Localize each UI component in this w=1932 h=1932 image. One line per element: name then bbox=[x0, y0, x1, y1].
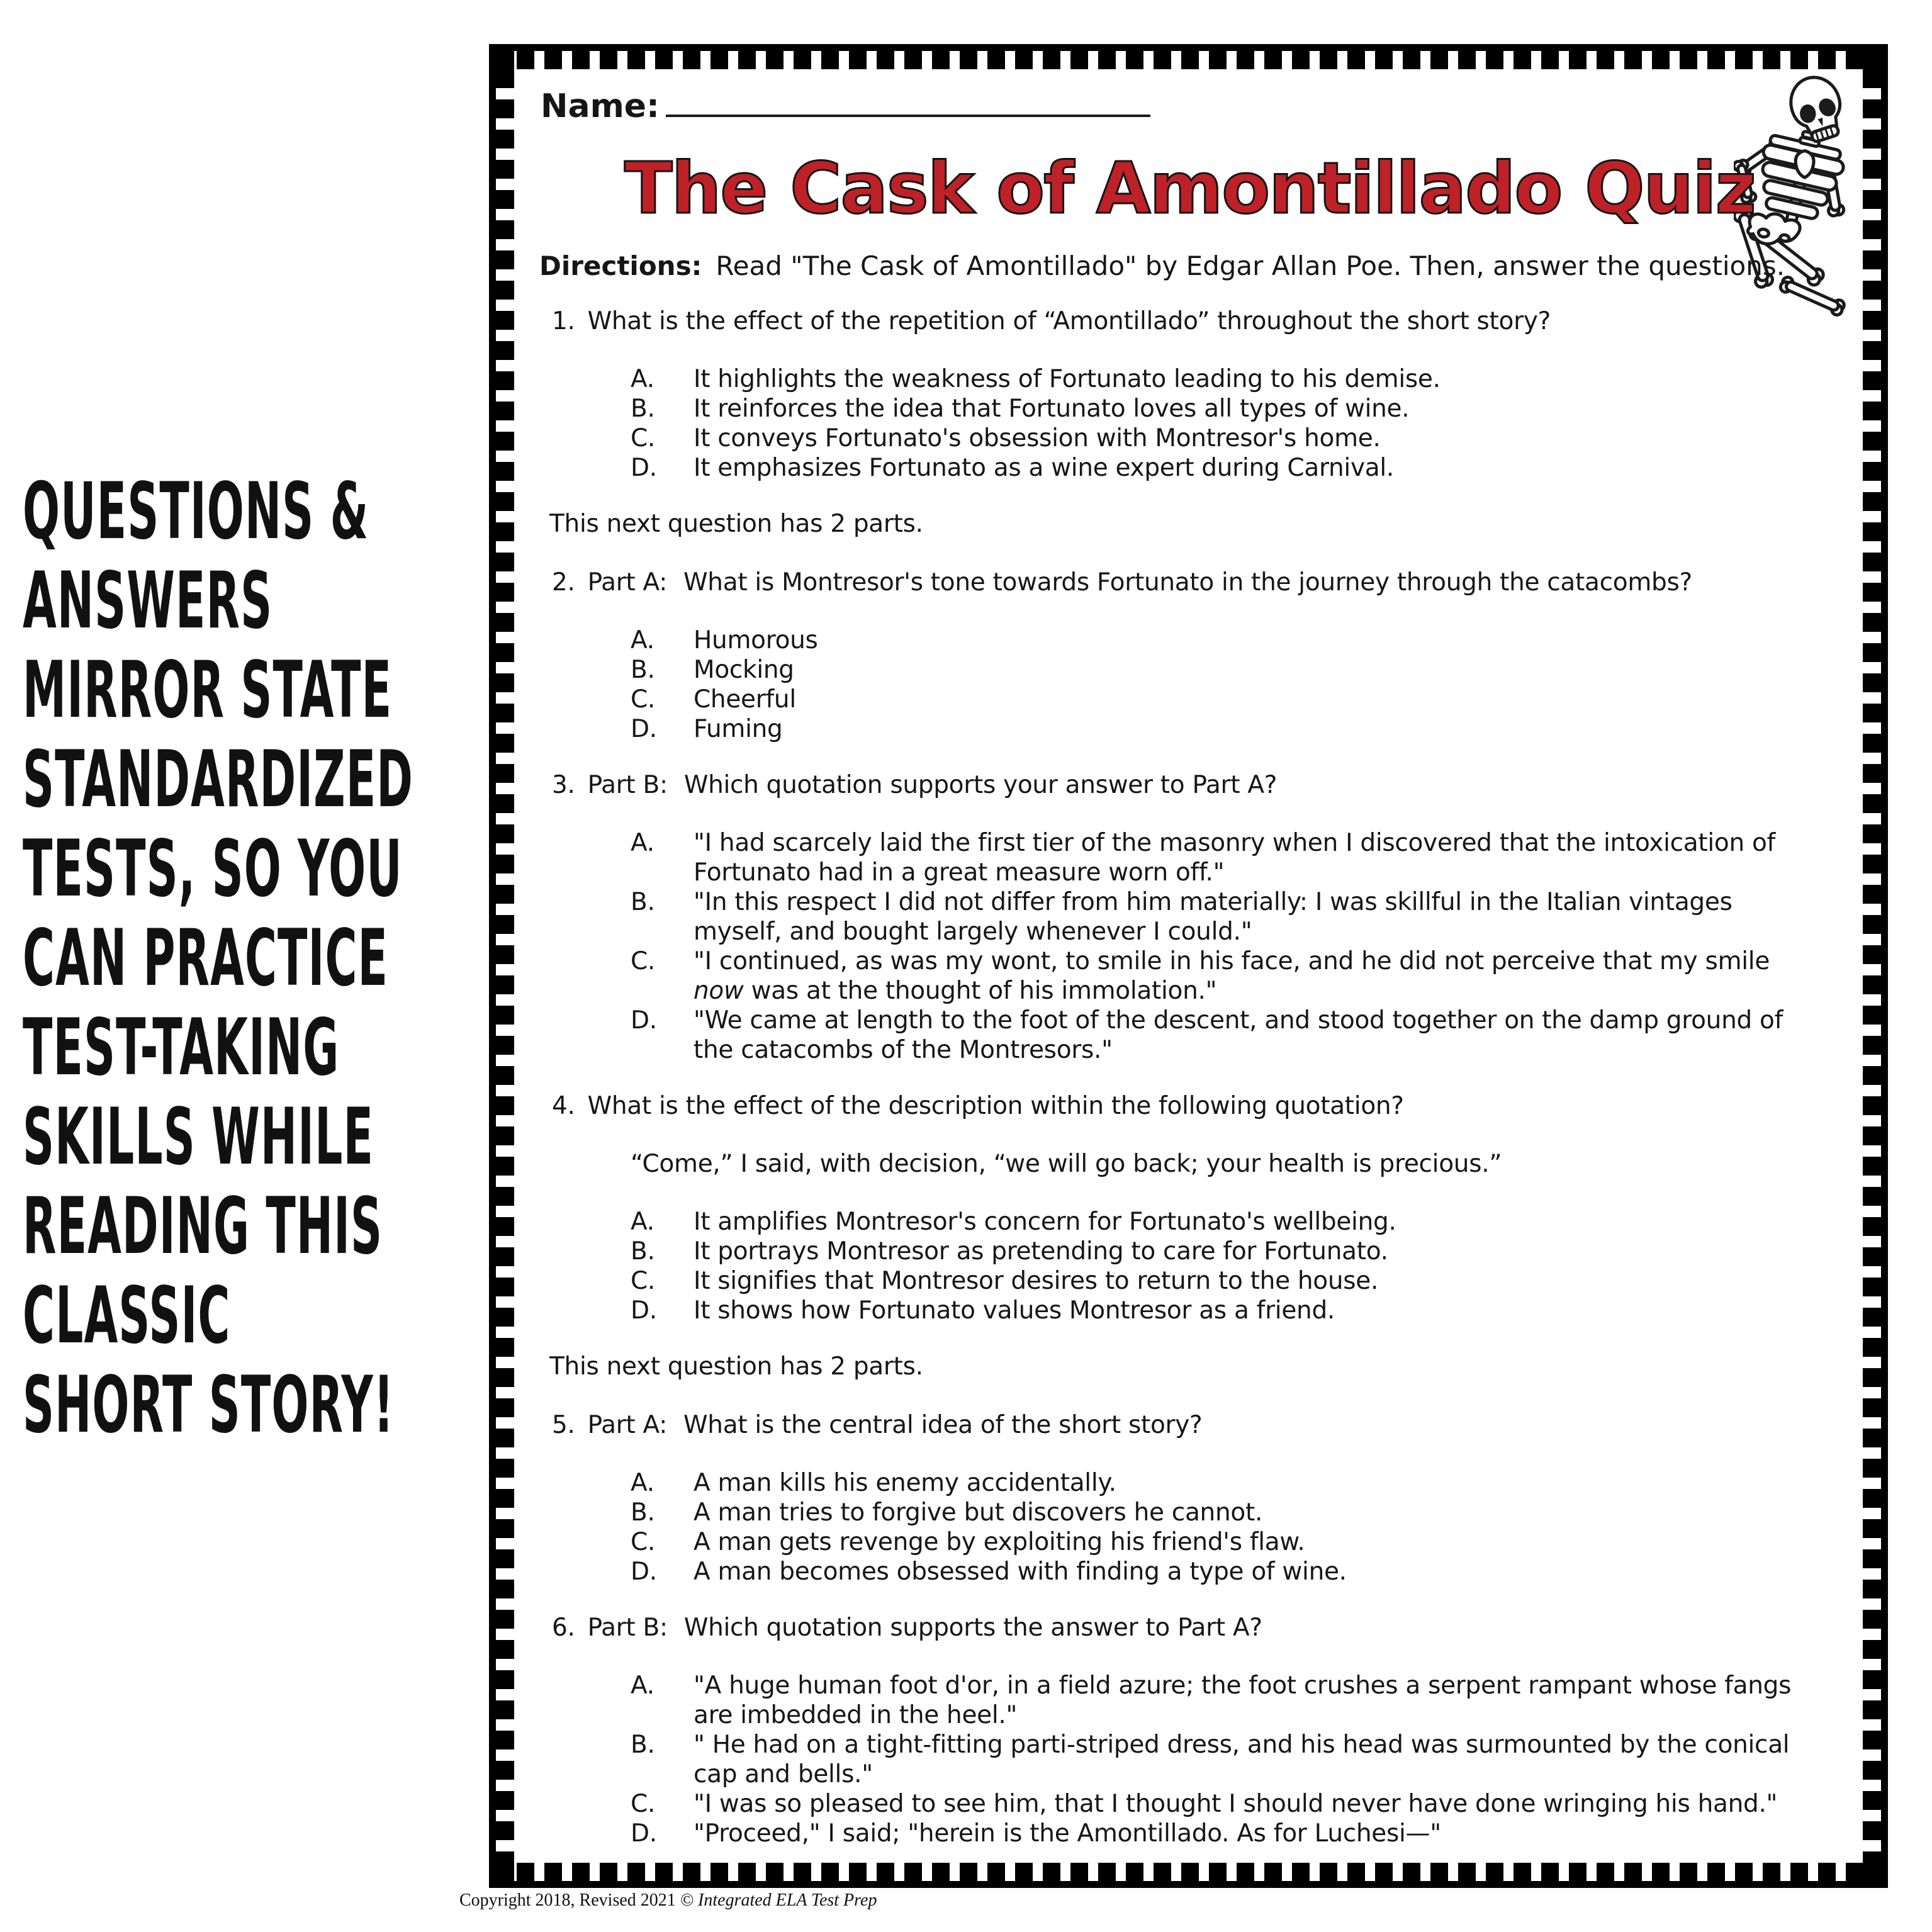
option-list bbox=[539, 1671, 1840, 1848]
question-part-label: Part A: bbox=[587, 1411, 668, 1439]
marketing-blurb-line: SKILLS WHILE bbox=[23, 1092, 374, 1182]
option-list bbox=[539, 1468, 1840, 1587]
marketing-blurb-line: TESTS, SO YOU bbox=[23, 824, 403, 914]
question-text: What is the effect of the description within the following quotation? bbox=[587, 1092, 1404, 1120]
two-part-note: This next question has 2 parts. bbox=[549, 510, 923, 538]
option-letter: C. bbox=[631, 1267, 656, 1295]
border-corner bbox=[1863, 44, 1888, 69]
option-text: It signifies that Montresor desires to return to the house. bbox=[694, 1267, 1379, 1295]
option-letter: A. bbox=[631, 829, 654, 857]
name-row bbox=[541, 82, 1840, 127]
option-text: "I continued, as was my wont, to smile in his face, and he did not perceive that my smile now was at the thought of his immolation." bbox=[694, 947, 1770, 1005]
option-row bbox=[631, 1237, 1840, 1266]
option-text: " He had on a tight-fitting parti-striped dress, and his head was surmounted by the conical cap and bells." bbox=[694, 1731, 1790, 1789]
option-text: "A huge human foot d'or, in a field azure; the foot crushes a serpent rampant whose fangs are imbedded in the heel." bbox=[694, 1671, 1792, 1729]
option-text: "We came at length to the foot of the descent, and stood together on the damp ground of the catacombs of the Montresors." bbox=[694, 1006, 1783, 1064]
option-text: It conveys Fortunato's obsession with Montresor's home. bbox=[694, 424, 1381, 452]
question-part-label: Part B: bbox=[587, 771, 668, 799]
question-quote: “Come,” I said, with decision, “we will go back; your health is precious.” bbox=[631, 1150, 1502, 1178]
copyright bbox=[459, 1890, 877, 1911]
directions-text: Read "The Cask of Amontillado" by Edgar Allan Poe. Then, answer the questions. bbox=[716, 250, 1785, 281]
checkered-border-left bbox=[489, 69, 514, 1863]
option-text: "I was so pleased to see him, that I thought I should never have done wringing his hand." bbox=[694, 1790, 1778, 1818]
option-row bbox=[631, 424, 1840, 453]
question-text: What is Montresor's tone towards Fortunato in the journey through the catacombs? bbox=[683, 568, 1692, 597]
option-row bbox=[631, 1296, 1840, 1325]
marketing-blurb-line: CLASSIC bbox=[23, 1271, 231, 1361]
question-text: Which quotation supports the answer to Part A? bbox=[683, 1614, 1262, 1642]
question-item bbox=[539, 306, 1840, 483]
option-row bbox=[631, 1819, 1840, 1848]
question-item bbox=[539, 568, 1840, 744]
question-part-label: Part A: bbox=[587, 568, 668, 597]
option-row bbox=[631, 1207, 1840, 1237]
checkered-border-top bbox=[489, 44, 1888, 69]
option-list bbox=[539, 1207, 1840, 1325]
option-text: "In this respect I did not differ from him materially: I was skillful in the Italian vintages myself, and bought largely whenever I could." bbox=[694, 888, 1733, 946]
title-row bbox=[539, 137, 1840, 241]
option-list bbox=[539, 828, 1840, 1065]
marketing-blurb-line: MIRROR STATE bbox=[23, 645, 393, 736]
question-prompt bbox=[552, 1410, 1840, 1441]
option-letter: B. bbox=[631, 1498, 655, 1527]
option-text: Mocking bbox=[694, 656, 794, 684]
option-row bbox=[631, 1006, 1840, 1065]
question-item bbox=[539, 1410, 1840, 1587]
option-row bbox=[631, 453, 1840, 483]
option-letter: B. bbox=[631, 656, 655, 684]
option-letter: D. bbox=[631, 1819, 657, 1848]
question-number: 3. bbox=[552, 771, 575, 799]
option-text: It shows how Fortunato values Montresor as a friend. bbox=[694, 1296, 1335, 1325]
option-letter: A. bbox=[631, 626, 654, 654]
option-letter: C. bbox=[631, 1790, 656, 1818]
marketing-blurb-line: STANDARDIZED bbox=[23, 734, 414, 825]
question-text: What is the central idea of the short story? bbox=[683, 1411, 1203, 1439]
option-row bbox=[631, 1671, 1840, 1730]
option-row bbox=[631, 714, 1840, 744]
option-letter: B. bbox=[631, 395, 655, 423]
marketing-blurb bbox=[23, 467, 446, 1450]
option-row bbox=[631, 828, 1840, 887]
question-number: 1. bbox=[552, 307, 575, 335]
question-number: 2. bbox=[552, 568, 575, 597]
two-part-note: This next question has 2 parts. bbox=[549, 1352, 923, 1381]
marketing-blurb-line: READING THIS bbox=[23, 1181, 383, 1272]
option-row bbox=[631, 1557, 1840, 1587]
name-blank-line bbox=[666, 82, 1150, 117]
option-letter: D. bbox=[631, 715, 657, 743]
option-row bbox=[631, 685, 1840, 714]
question-item bbox=[539, 770, 1840, 1065]
question-number: 5. bbox=[552, 1411, 575, 1439]
option-text: A man gets revenge by exploiting his friend's flaw. bbox=[694, 1528, 1305, 1556]
option-list bbox=[539, 626, 1840, 744]
question-text: What is the effect of the repetition of “Amontillado” throughout the short story? bbox=[587, 307, 1551, 335]
option-row bbox=[631, 1468, 1840, 1498]
question-number: 6. bbox=[552, 1614, 575, 1642]
option-text: It emphasizes Fortunato as a wine expert during Carnival. bbox=[694, 454, 1394, 482]
option-row bbox=[631, 1789, 1840, 1819]
option-letter: D. bbox=[631, 1296, 657, 1325]
question-text: Which quotation supports your answer to Part A? bbox=[683, 771, 1278, 799]
option-letter: A. bbox=[631, 1469, 654, 1497]
border-corner bbox=[489, 1863, 514, 1888]
option-letter: C. bbox=[631, 685, 656, 714]
marketing-blurb-line: SHORT STORY! bbox=[23, 1360, 395, 1451]
question-number: 4. bbox=[552, 1092, 575, 1120]
border-corner bbox=[1863, 1863, 1888, 1888]
option-row bbox=[631, 364, 1840, 394]
question-part-label: Part B: bbox=[587, 1614, 668, 1642]
question-item bbox=[539, 1091, 1840, 1325]
question-prompt bbox=[552, 770, 1840, 800]
option-text: A man tries to forgive but discovers he cannot. bbox=[694, 1498, 1263, 1527]
option-letter: C. bbox=[631, 947, 656, 975]
marketing-blurb-line: ANSWERS bbox=[23, 556, 273, 646]
option-letter: B. bbox=[631, 1237, 655, 1266]
question-list bbox=[539, 306, 1840, 1848]
marketing-blurb-line: TEST-TAKING bbox=[23, 1003, 340, 1093]
checkered-border-bottom bbox=[489, 1863, 1888, 1888]
option-letter: A. bbox=[631, 365, 654, 393]
option-text: A man kills his enemy accidentally. bbox=[694, 1469, 1116, 1497]
option-row bbox=[631, 1730, 1840, 1789]
option-text: It reinforces the idea that Fortunato loves all types of wine. bbox=[694, 395, 1410, 423]
option-row bbox=[631, 1266, 1840, 1296]
option-text: Fuming bbox=[694, 715, 783, 743]
option-text: "Proceed," I said; "herein is the Amontillado. As for Luchesi—" bbox=[694, 1819, 1441, 1848]
copyright-brand: © Integrated ELA Test Prep bbox=[680, 1890, 877, 1910]
directions bbox=[539, 250, 1840, 283]
option-text: Humorous bbox=[694, 626, 818, 654]
checkered-border-right bbox=[1863, 69, 1888, 1863]
option-letter: A. bbox=[631, 1208, 654, 1236]
border-corner bbox=[489, 44, 514, 69]
marketing-blurb-line: CAN PRACTICE bbox=[23, 913, 389, 1004]
marketing-blurb-line: QUESTIONS & bbox=[23, 466, 369, 557]
option-letter: B. bbox=[631, 888, 655, 916]
question-item bbox=[539, 1613, 1840, 1848]
worksheet-page bbox=[489, 44, 1888, 1888]
question-prompt bbox=[552, 1613, 1840, 1643]
option-letter: A. bbox=[631, 1671, 654, 1700]
option-letter: C. bbox=[631, 1528, 656, 1556]
option-letter: D. bbox=[631, 454, 657, 482]
option-text: It amplifies Montresor's concern for Fortunato's wellbeing. bbox=[694, 1208, 1396, 1236]
question-prompt bbox=[552, 306, 1840, 337]
option-row bbox=[631, 394, 1840, 424]
question-prompt bbox=[552, 568, 1840, 598]
page-title: The Cask of Amontillado Quiz bbox=[624, 148, 1755, 230]
question-prompt bbox=[552, 1091, 1840, 1121]
option-text: "I had scarcely laid the first tier of the masonry when I discovered that the intoxication of Fortunato had in a great measure worn off." bbox=[694, 829, 1775, 887]
name-label: Name: bbox=[541, 87, 660, 125]
option-text: It portrays Montresor as pretending to care for Fortunato. bbox=[694, 1237, 1388, 1266]
option-letter: D. bbox=[631, 1006, 657, 1035]
option-row bbox=[631, 1498, 1840, 1527]
directions-label: Directions: bbox=[539, 250, 702, 281]
worksheet-content bbox=[514, 69, 1863, 1863]
option-text: Cheerful bbox=[694, 685, 796, 714]
option-list bbox=[539, 364, 1840, 483]
option-letter: C. bbox=[631, 424, 656, 452]
option-row bbox=[631, 626, 1840, 655]
option-row bbox=[631, 655, 1840, 685]
option-row bbox=[631, 1527, 1840, 1557]
option-row bbox=[631, 946, 1840, 1006]
option-letter: D. bbox=[631, 1558, 657, 1586]
copyright-text: Copyright 2018, Revised 2021 bbox=[459, 1890, 680, 1910]
option-row bbox=[631, 887, 1840, 946]
option-text: It highlights the weakness of Fortunato leading to his demise. bbox=[694, 365, 1441, 393]
option-letter: B. bbox=[631, 1731, 655, 1759]
option-text: A man becomes obsessed with finding a type of wine. bbox=[694, 1558, 1347, 1586]
